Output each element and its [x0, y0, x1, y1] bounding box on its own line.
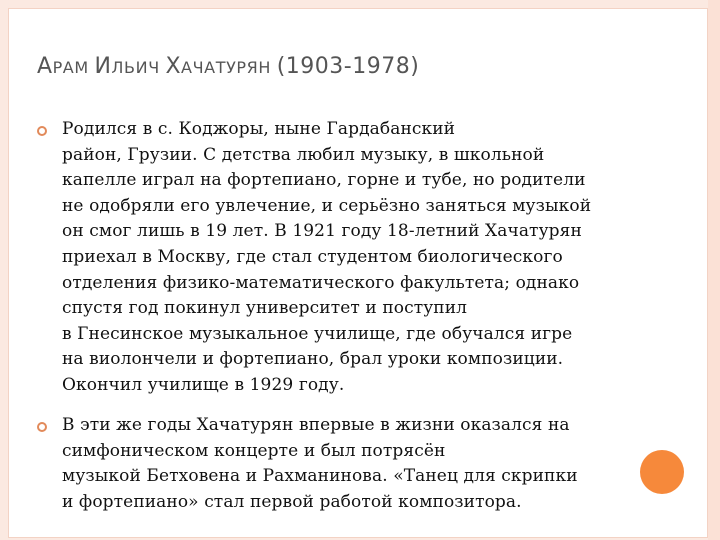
paragraph-line: приехал в Москву, где стал студентом биологического — [62, 246, 563, 267]
paragraph-line: в Гнесинское музыкальное училище, где обучался игре — [62, 323, 573, 344]
paragraph-line: район, Грузии. С детства любил музыку, в школьной — [62, 144, 545, 165]
paragraph-line: Родился в с. Коджоры, ныне Гардабанский — [62, 119, 456, 139]
paragraph-line: симфоническом концерте и был потрясён — [62, 440, 446, 461]
paragraph-line: музыкой Бетховена и Рахманинова. «Танец для скрипки — [62, 466, 578, 487]
decorative-side-strip — [708, 0, 720, 540]
paragraph-line: он смог лишь в 19 лет. В 1921 году 18-летний Хачатурян — [62, 221, 582, 242]
bullet-marker-icon — [37, 422, 47, 432]
title-part: А — [37, 54, 53, 79]
bullet-paragraph — [62, 413, 672, 515]
decorative-orange-circle — [640, 450, 684, 494]
title-part: Х — [165, 54, 182, 79]
title-part: АЧАТУРЯН — [181, 58, 277, 77]
paragraph-line: на виолончели и фортепиано, брал уроки композиции. — [62, 349, 564, 370]
slide-title — [37, 54, 419, 79]
bullet-paragraph — [62, 117, 672, 399]
paragraph-line: спустя год покинул университет и поступил — [62, 298, 468, 319]
title-part: (1903-1978) — [276, 54, 420, 79]
paragraph-line: капелле играл на фортепиано, горне и тубе, но родители — [62, 170, 586, 191]
paragraph-line: В эти же годы Хачатурян впервые в жизни оказался на — [62, 415, 570, 435]
title-part: РАМ — [52, 58, 95, 77]
paragraph-line: и фортепиано» стал первой работой композитора. — [62, 491, 522, 512]
title-part: И — [94, 54, 112, 79]
paragraph-line: отделения физико-математического факультета; однако — [62, 272, 580, 293]
paragraph-line: Окончил училище в 1929 году. — [62, 374, 345, 395]
bullet-marker-icon — [37, 126, 47, 136]
paragraph-line: не одобряли его увлечение, и серьёзно заняться музыкой — [62, 195, 592, 216]
title-part: ЛЬИЧ — [111, 58, 166, 77]
